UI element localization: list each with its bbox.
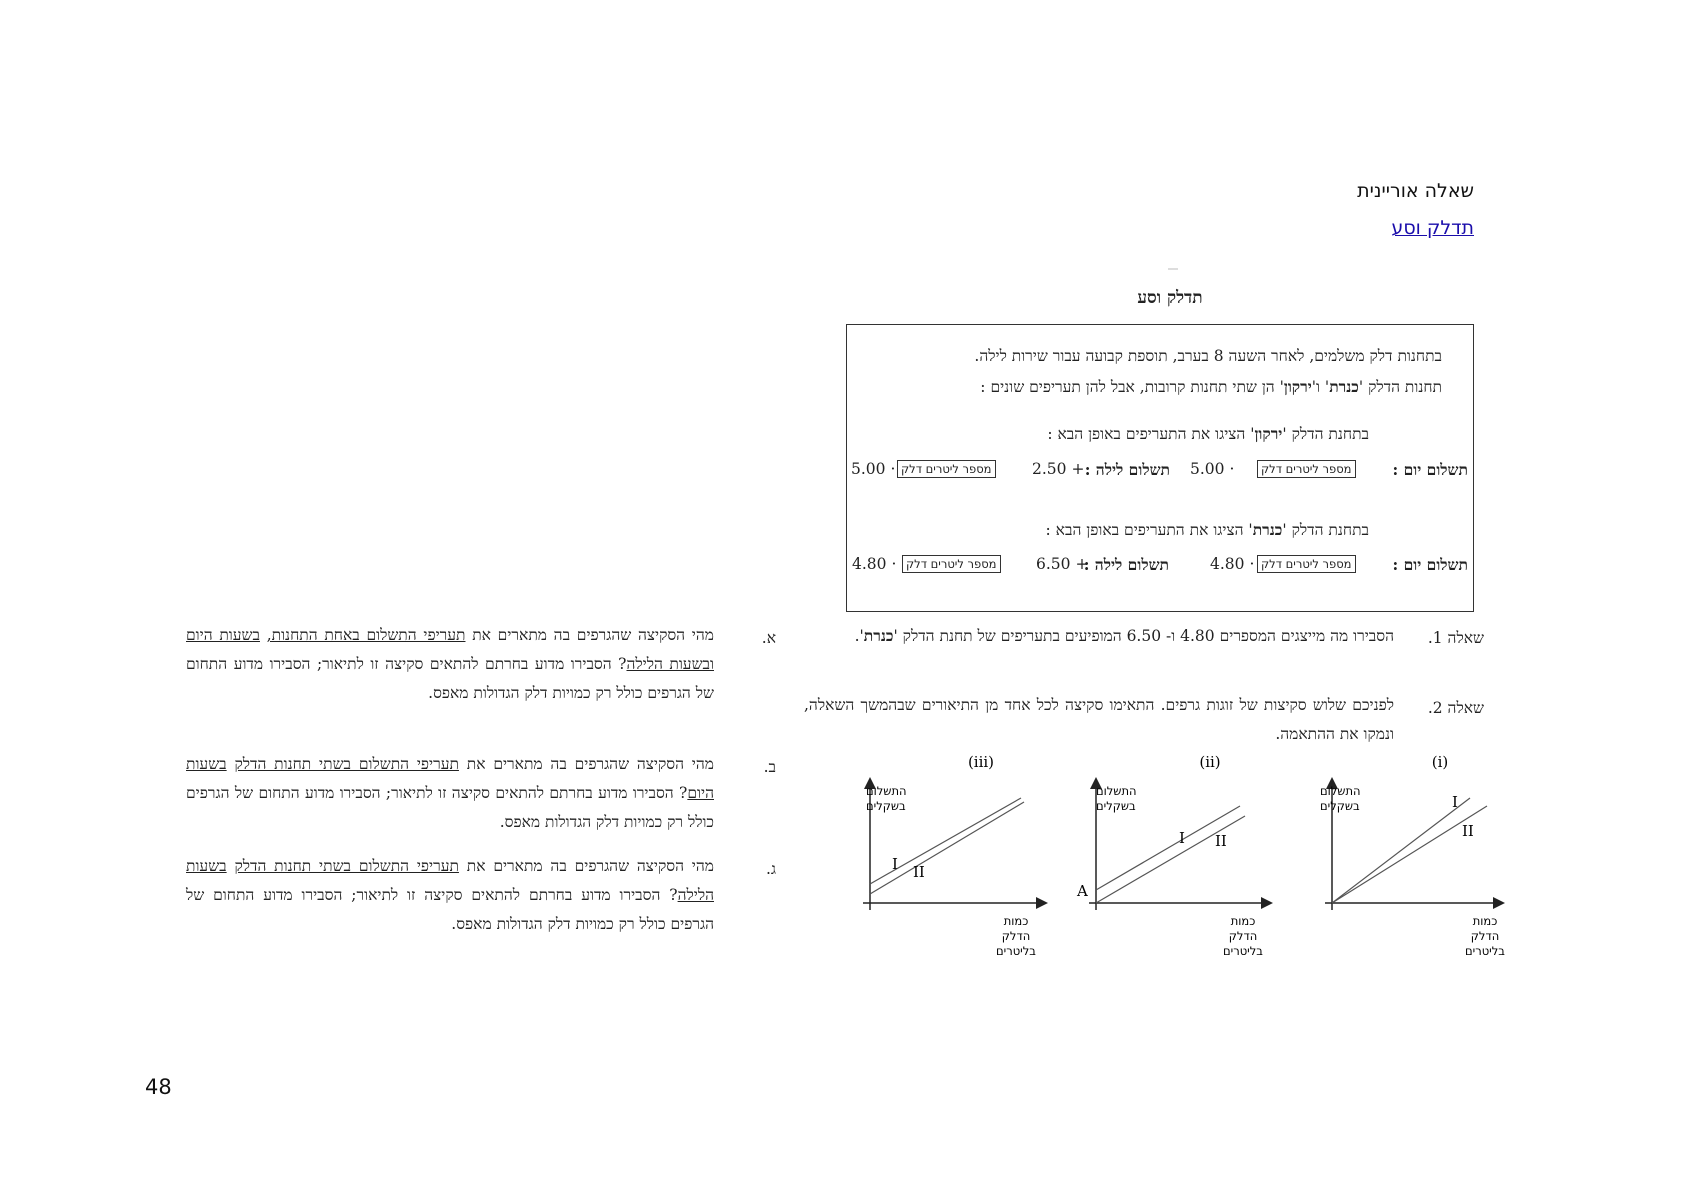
line-II-label: II [1215,832,1227,850]
sub-b-label: ב. [763,758,776,776]
sub-b-text [186,750,714,837]
liters-box: מספר ליטרים דלק [1257,555,1356,573]
line-I-label: I [1179,829,1185,847]
line-I [1332,798,1470,903]
intro-line-2 [980,377,1442,397]
kinneret-night-fixed: 6.50 + [1036,555,1089,573]
x-axis-label: הדלק [1228,929,1258,943]
kinneret-heading [1046,520,1369,540]
sub-a-body: מהי הסקיצה שהגרפים בה מתארים את [465,626,714,644]
sub-c-underline: תעריפי התשלום בשתי תחנות הדלק [234,857,459,875]
station-kinneret: כנרת [1329,377,1359,396]
line-II [1332,806,1487,903]
x-axis-label: כמות [1472,914,1498,928]
graph-label: (ii) [1199,753,1221,771]
heading-text: ' הציגו את התעריפים באופן הבא : [1047,425,1255,443]
x-axis-label: כמות [1230,914,1256,928]
line-II-label: II [913,863,925,881]
x-axis-label: בליטרים [1223,944,1263,958]
line-I-label: I [892,855,898,873]
kinneret-night-label: תשלום לילה : [1083,555,1169,574]
intro-line-1: בתחנות דלק משלמים, לאחר השעה 8 בערב, תוספת קבועה עבור שירות לילה. [974,347,1442,365]
yarkon-night-label: תשלום לילה : [1084,460,1170,479]
q1-label: שאלה 1. [1427,629,1484,647]
sub-a-body: ? הסבירו מדוע בחרתם להתאים סקיצה זו לתיאור; הסבירו מדוע התחום של הגרפים כולל רק כמויות דלק הגדולות מאפס. [186,655,714,702]
line-II-label: II [1462,822,1474,840]
intro-text: ' ו' [1311,378,1330,396]
station-yarkon: ירקון [1254,424,1283,443]
yarkon-night-rate: 5.00 · [851,460,896,478]
station-yarkon: ירקון [1283,377,1312,396]
sub-a-label: א. [761,629,776,647]
y-axis-label: התשלום [1096,784,1137,798]
station-kinneret: כנרת [863,626,894,645]
q1-body: הסבירו מה מייצגים המספרים 4.80 ו- 6.50 המופיעים בתעריפים של תחנת הדלק ' [893,627,1394,645]
document-title: תדלק וסע [1137,288,1203,308]
graphs-sketches [800,750,1520,975]
heading-text: בתחנת הדלק ' [1282,521,1369,539]
yarkon-day-label: תשלום יום : [1392,460,1468,479]
kinneret-night-rate: 4.80 · [852,555,897,573]
kinneret-day-label: תשלום יום : [1392,555,1468,574]
sub-c-underline: בשעות הלילה [186,857,714,904]
q1-body: '. [854,627,864,645]
liters-box: מספר ליטרים דלק [897,460,996,478]
intro-text: ' הן שתי תחנות קרובות, אבל להן תעריפים שונים : [980,378,1284,396]
sub-a-underline: תעריפי התשלום באחת התחנות, [266,626,466,644]
q2-label: שאלה 2. [1427,699,1484,717]
page-number: 48 [145,1075,172,1099]
x-axis-label: בליטרים [996,944,1036,958]
line-I-label: I [1452,793,1458,811]
heading-text: ' הציגו את התעריפים באופן הבא : [1045,521,1253,539]
point-A-label: A [1077,882,1088,900]
station-kinneret: כנרת [1252,520,1283,539]
graph-i [1320,753,1505,958]
sub-b-underline: בשעות היום [186,755,714,802]
yarkon-heading [1047,424,1369,444]
sub-b-underline: תעריפי התשלום בשתי תחנות הדלק [234,755,459,773]
sub-a-underline: בשעות היום ובשעות הלילה [186,626,714,673]
line-II [1096,816,1245,903]
graph-iii [863,753,1045,958]
line-II [870,802,1024,894]
liters-box: מספר ליטרים דלק [1257,460,1356,478]
y-axis-label: בשקלים [866,799,906,813]
sub-c-body: מהי הסקיצה שהגרפים בה מתארים את [458,857,714,875]
sub-c-text [186,852,714,939]
scan-mark [1168,268,1178,270]
x-axis-label: הדלק [1470,929,1500,943]
graph-label: (i) [1431,753,1449,771]
sub-b-body: ? הסבירו מדוע בחרתם להתאים סקיצה זו לתיאור; הסבירו מדוע התחום של הגרפים כולל רק כמויות דלק הגדולות מאפס. [186,784,714,831]
title-link[interactable]: תדלק וסע [1391,217,1474,239]
intro-text: תחנות הדלק ' [1358,378,1442,396]
q1-text [804,621,1394,651]
graph-label: (iii) [967,753,995,771]
x-axis-label: הדלק [1001,929,1031,943]
y-axis-label: התשלום [866,784,907,798]
page-heading: שאלה אוריינית [1357,180,1474,202]
sub-b-body: מהי הסקיצה שהגרפים בה מתארים את [458,755,714,773]
kinneret-day-rate: 4.80 · [1210,555,1255,573]
heading-text: בתחנת הדלק ' [1282,425,1369,443]
graph-ii [1076,753,1270,958]
x-axis-label: כמות [1003,914,1029,928]
yarkon-day-rate: 5.00 · [1190,460,1235,478]
y-axis-label: התשלום [1320,784,1361,798]
sub-a-text [186,621,714,708]
q2-text: לפניכם שלוש סקיצות של זוגות גרפים. התאימו סקיצה לכל אחד מן התיאורים שבהמשך השאלה, ונמקו את ההתאמה. [804,696,1394,743]
yarkon-night-fixed: 2.50 + [1032,460,1085,478]
liters-box: מספר ליטרים דלק [902,555,1001,573]
y-axis-label: בשקלים [1096,799,1136,813]
sub-c-label: ג. [765,860,776,878]
sub-c-body: ? הסבירו מדוע בחרתם להתאים סקיצה זו לתיאור; הסבירו מדוע התחום של הגרפים כולל רק כמויות דלק הגדולות מאפס. [186,886,714,933]
y-axis-label: בשקלים [1320,799,1360,813]
x-axis-label: בליטרים [1465,944,1505,958]
